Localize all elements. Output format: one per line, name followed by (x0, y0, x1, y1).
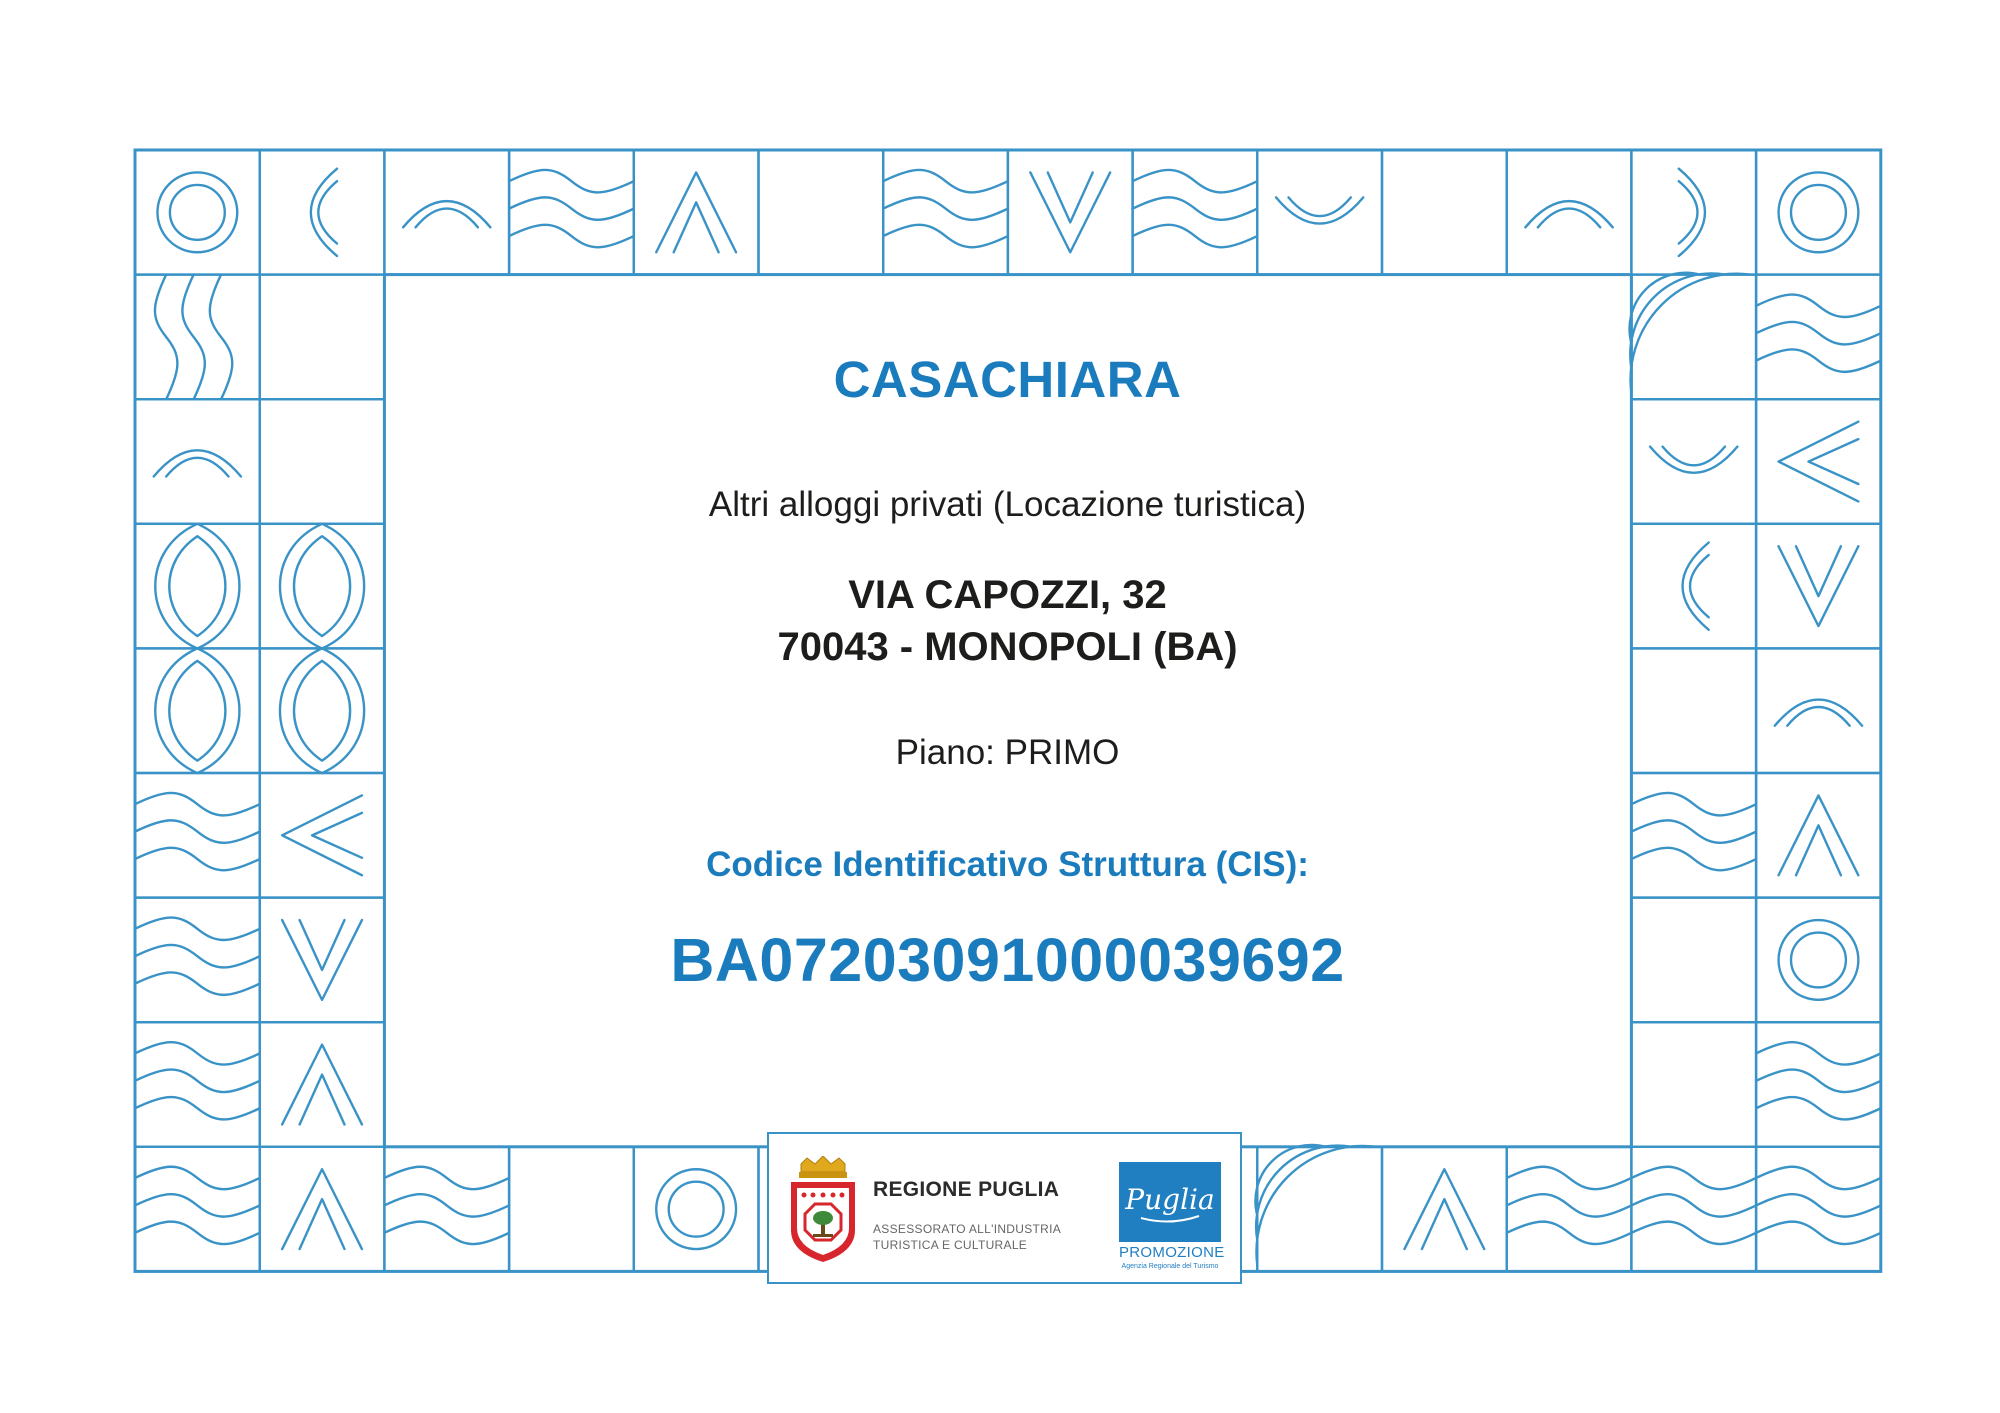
regione-puglia-crest (787, 1156, 859, 1264)
promo-tagline: Agenzia Regionale del Turismo (1121, 1263, 1219, 1270)
property-name: CASACHIARA (833, 351, 1182, 408)
region-subtitle-1: ASSESSORATO ALL'INDUSTRIA (873, 1222, 1062, 1236)
cis-label: Codice Identificativo Struttura (CIS): (706, 845, 1309, 884)
promo-word: PROMOZIONE (1119, 1244, 1225, 1261)
address-street: VIA CAPOZZI, 32 (848, 573, 1167, 617)
region-subtitle-2: TURISTICA E CULTURALE (873, 1238, 1028, 1252)
floor-info: Piano: PRIMO (895, 733, 1120, 772)
promo-logo-lettering: Puglia (1125, 1183, 1215, 1216)
address-city: 70043 - MONOPOLI (BA) (777, 625, 1238, 669)
certificate-content (385, 275, 1630, 1140)
region-title: REGIONE PUGLIA (873, 1178, 1060, 1201)
accommodation-category: Altri alloggi privati (Locazione turistica) (708, 485, 1307, 524)
logo-panel (767, 1132, 1242, 1284)
puglia-promozione-logo (1119, 1162, 1221, 1242)
cis-code: BA07203091000039692 (670, 926, 1345, 994)
